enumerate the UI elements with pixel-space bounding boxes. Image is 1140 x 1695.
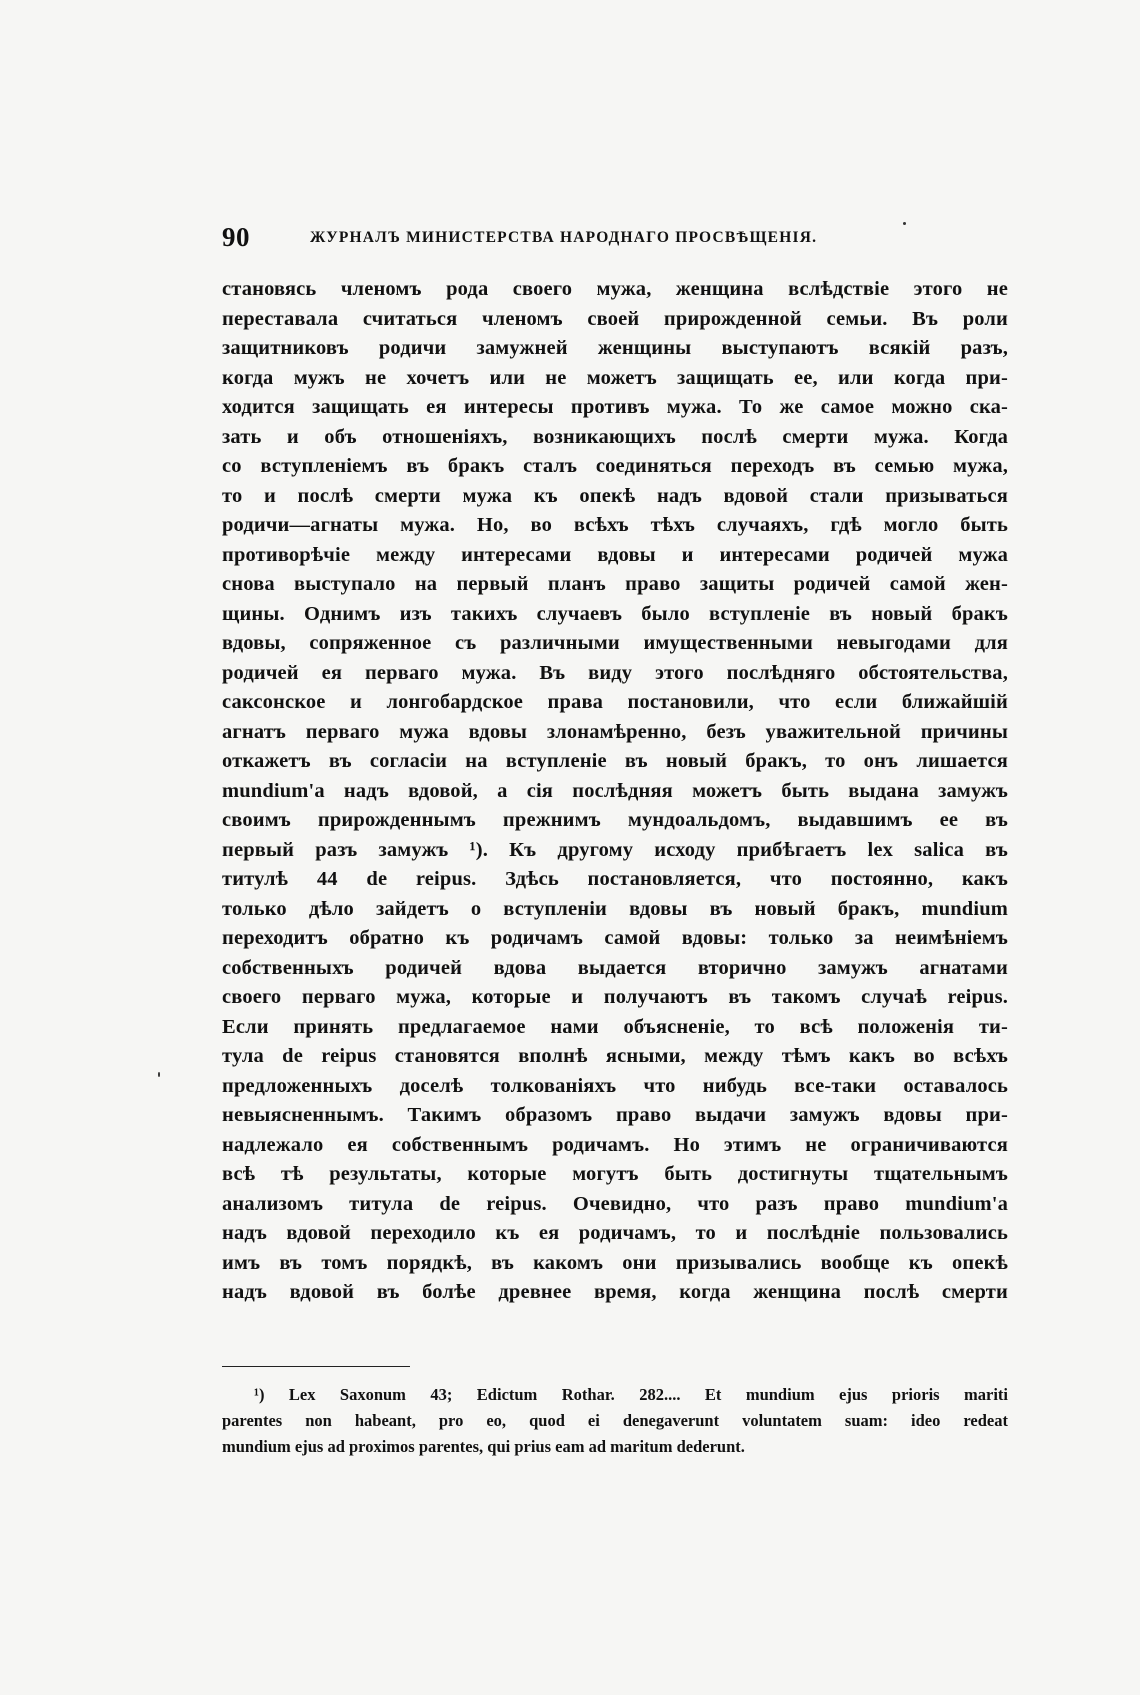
text-line: родичей ея перваго мужа. Въ виду этого послѣдняго обстоятельства, xyxy=(222,661,1008,684)
text-line: первый разъ замужъ ¹). Къ другому исходу прибѣгаетъ lex salica въ xyxy=(222,838,1008,861)
text-line: надлежало ея собственнымъ родичамъ. Но этимъ не ограничиваются xyxy=(222,1133,1008,1156)
text-line: собственныхъ родичей вдова выдается вторично замужъ агнатами xyxy=(222,956,1008,979)
text-line: Если принять предлагаемое нами объясненіе, то всѣ положенія ти- xyxy=(222,1015,1008,1038)
footnotes xyxy=(222,1382,1008,1460)
text-line: становясь членомъ рода своего мужа, женщина вслѣдствіе этого не xyxy=(222,278,1008,300)
text-line: тула de reipus становятся вполнѣ ясными, между тѣмъ какъ во всѣхъ xyxy=(222,1045,1008,1067)
text-line: анализомъ титула de reipus. Очевидно, что разъ право mundium'а xyxy=(222,1192,1008,1215)
text-line: всѣ тѣ результаты, которые могутъ быть достигнуты тщательнымъ xyxy=(222,1163,1008,1185)
footnote-divider xyxy=(222,1366,410,1367)
text-line: родичи—агнаты мужа. Но, во всѣхъ тѣхъ случаяхъ, гдѣ могло быть xyxy=(222,514,1008,536)
text-line: снова выступало на первый планъ право защиты родичей самой жен- xyxy=(222,573,1008,595)
footnote-line: ¹) Lex Saxonum 43; Edictum Rothar. 282.... Et mundium ejus prioris mariti xyxy=(254,1385,1008,1404)
text-line: противорѣчіе между интересами вдовы и интересами родичей мужа xyxy=(222,543,1008,566)
text-line: ходится защищать ея интересы противъ мужа. То же самое можно ска- xyxy=(222,396,1008,418)
text-line: имъ въ томъ порядкѣ, въ какомъ они призывались вообще къ опекѣ xyxy=(222,1251,1008,1274)
footnote-line: mundium ejus ad proximos parentes, qui prius eam ad maritum dederunt. xyxy=(222,1437,745,1456)
print-speck xyxy=(158,1072,160,1077)
text-line: зать и объ отношеніяхъ, возникающихъ послѣ смерти мужа. Когда xyxy=(222,425,1008,448)
text-line: надъ вдовой въ болѣе древнее время, когда женщина послѣ смерти xyxy=(222,1281,1008,1303)
text-line: агнатъ перваго мужа вдовы злонамѣренно, безъ уважительной причины xyxy=(222,720,1008,743)
text-line: когда мужъ не хочетъ или не можетъ защищать ее, или когда при- xyxy=(222,366,1008,389)
text-line: переходитъ обратно къ родичамъ самой вдовы: только за неимѣніемъ xyxy=(222,927,1008,949)
text-line: титулѣ 44 de reipus. Здѣсь постановляется, что постоянно, какъ xyxy=(222,868,1008,890)
body-text xyxy=(222,275,1008,1308)
page-number: 90 xyxy=(222,222,250,252)
text-line: откажетъ въ согласіи на вступленіе въ новый бракъ, то онъ лишается xyxy=(222,750,1008,772)
text-line: вдовы, сопряженное съ различными имущественными невыгодами для xyxy=(222,632,1008,654)
text-line: mundium'а надъ вдовой, а сія послѣдняя можетъ быть выдана замужъ xyxy=(222,779,1008,802)
text-line: саксонское и лонгобардское права постановили, что если ближайшій xyxy=(222,691,1008,713)
running-title: ЖУРНАЛЪ МИНИСТЕРСТВА НАРОДНАГО ПРОСВѢЩЕНІЯ. xyxy=(310,229,818,246)
text-line: своего перваго мужа, которые и получаютъ въ такомъ случаѣ reipus. xyxy=(222,986,1008,1008)
text-line: со вступленіемъ въ бракъ сталъ соединяться переходъ въ семью мужа, xyxy=(222,455,1008,477)
text-line: предложенныхъ доселѣ толкованіяхъ что нибудь все-таки оставалось xyxy=(222,1074,1008,1097)
print-speck xyxy=(903,222,906,225)
text-line: невыясненнымъ. Такимъ образомъ право выдачи замужъ вдовы при- xyxy=(222,1104,1008,1126)
page-header xyxy=(222,222,1002,262)
footnote-line: parentes non habeant, pro eo, quod ei denegaverunt voluntatem suam: ideo redeat xyxy=(222,1411,1008,1430)
text-line: защитниковъ родичи замужней женщины выступаютъ всякій разъ, xyxy=(222,337,1008,359)
text-line: щины. Однимъ изъ такихъ случаевъ было вступленіе въ новый бракъ xyxy=(222,602,1008,625)
text-line: надъ вдовой переходило къ ея родичамъ, то и послѣдніе пользовались xyxy=(222,1222,1008,1244)
text-line: только дѣло зайдетъ о вступленіи вдовы въ новый бракъ, mundium xyxy=(222,897,1008,920)
text-line: переставала считаться членомъ своей прирожденной семьи. Въ роли xyxy=(222,307,1008,330)
text-line: то и послѣ смерти мужа къ опекѣ надъ вдовой стали призываться xyxy=(222,484,1008,507)
text-line: своимъ прирожденнымъ прежнимъ мундоальдомъ, выдавшимъ ее въ xyxy=(222,809,1008,831)
